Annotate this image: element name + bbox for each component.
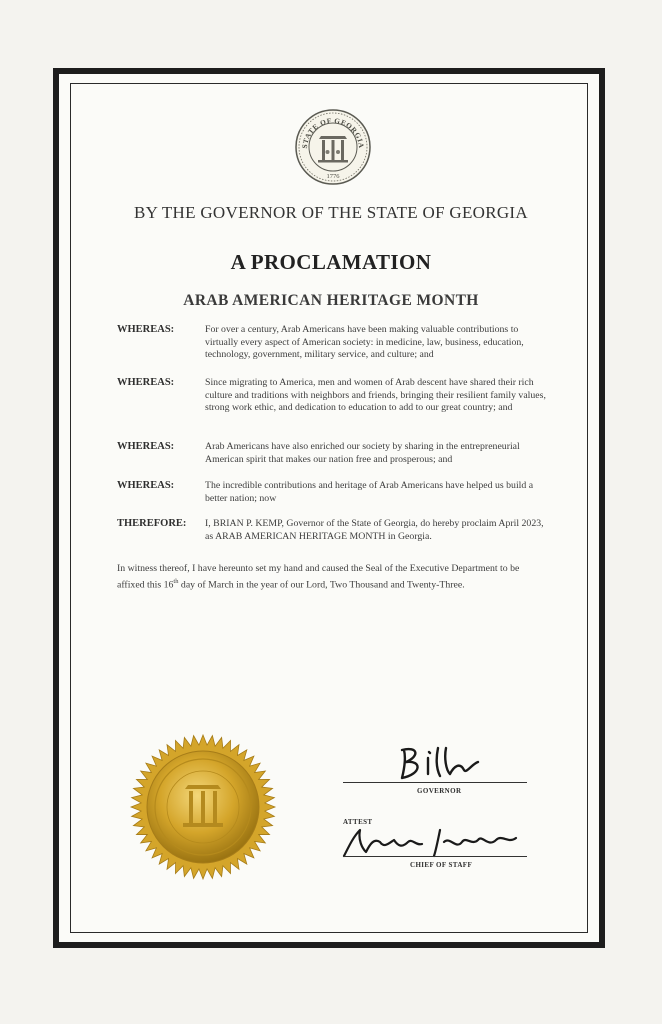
- attest-label: ATTEST: [343, 818, 373, 826]
- clause-therefore: [117, 518, 547, 543]
- clause-label: WHEREAS:: [117, 441, 175, 452]
- witness-ordinal: th: [173, 577, 179, 585]
- state-seal-emblem: [294, 108, 372, 186]
- clause-text: Since migrating to America, men and women of Arab descent have shared their rich culture and traditions with neighbors and friends, bringing their resilient family values, strong work ethic, and dedication to education to add to our great country; and: [205, 377, 546, 414]
- governor-caption: GOVERNOR: [417, 787, 462, 795]
- clause-whereas-3: [117, 441, 547, 466]
- clause-whereas-2: [117, 377, 547, 415]
- clause-text: For over a century, Arab Americans have been making valuable contributions to virtually every aspect of American society: in medicine, law, business, education, technology, government, military service, and culture; and: [205, 324, 524, 361]
- chief-signature-line: [343, 856, 527, 857]
- witness-text-start: In witness thereof, I have hereunto set my hand and caused the Seal of the Executive Department to be affixed this 16: [117, 563, 520, 590]
- issuer-heading: BY THE GOVERNOR OF THE STATE OF GEORGIA: [134, 203, 528, 222]
- clause-whereas-4: [117, 480, 547, 505]
- proclamation-title: A PROCLAMATION: [230, 250, 432, 274]
- witness-text-end: day of March in the year of our Lord, Two Thousand and Twenty-Three.: [178, 578, 465, 590]
- governor-signature: [396, 744, 486, 784]
- clause-label: WHEREAS:: [117, 377, 175, 388]
- clause-text: I, BRIAN P. KEMP, Governor of the State of Georgia, do hereby proclaim April 2023, as ARAB AMERICAN HERITAGE MONTH in Georgia.: [205, 518, 544, 542]
- clause-text: Arab Americans have also enriched our society by sharing in the entrepreneurial American spirit that makes our nation free and prosperous; and: [205, 441, 520, 465]
- seal-year: 1776: [326, 173, 340, 180]
- clause-label: WHEREAS:: [117, 324, 175, 335]
- clause-whereas-1: [117, 324, 547, 362]
- governor-signature-line: [343, 782, 527, 783]
- witness-statement: [117, 563, 547, 591]
- gold-seal-emblem: [129, 733, 277, 881]
- chief-of-staff-caption: CHIEF OF STAFF: [410, 861, 473, 869]
- seal-ring-text: STATE OF GEORGIA: [300, 116, 366, 149]
- proclamation-subject: ARAB AMERICAN HERITAGE MONTH: [183, 292, 479, 309]
- clause-text: The incredible contributions and heritage of Arab Americans have helped us build a better nation; now: [205, 480, 534, 504]
- clause-label: WHEREAS:: [117, 480, 175, 491]
- clause-label: THEREFORE:: [117, 518, 187, 529]
